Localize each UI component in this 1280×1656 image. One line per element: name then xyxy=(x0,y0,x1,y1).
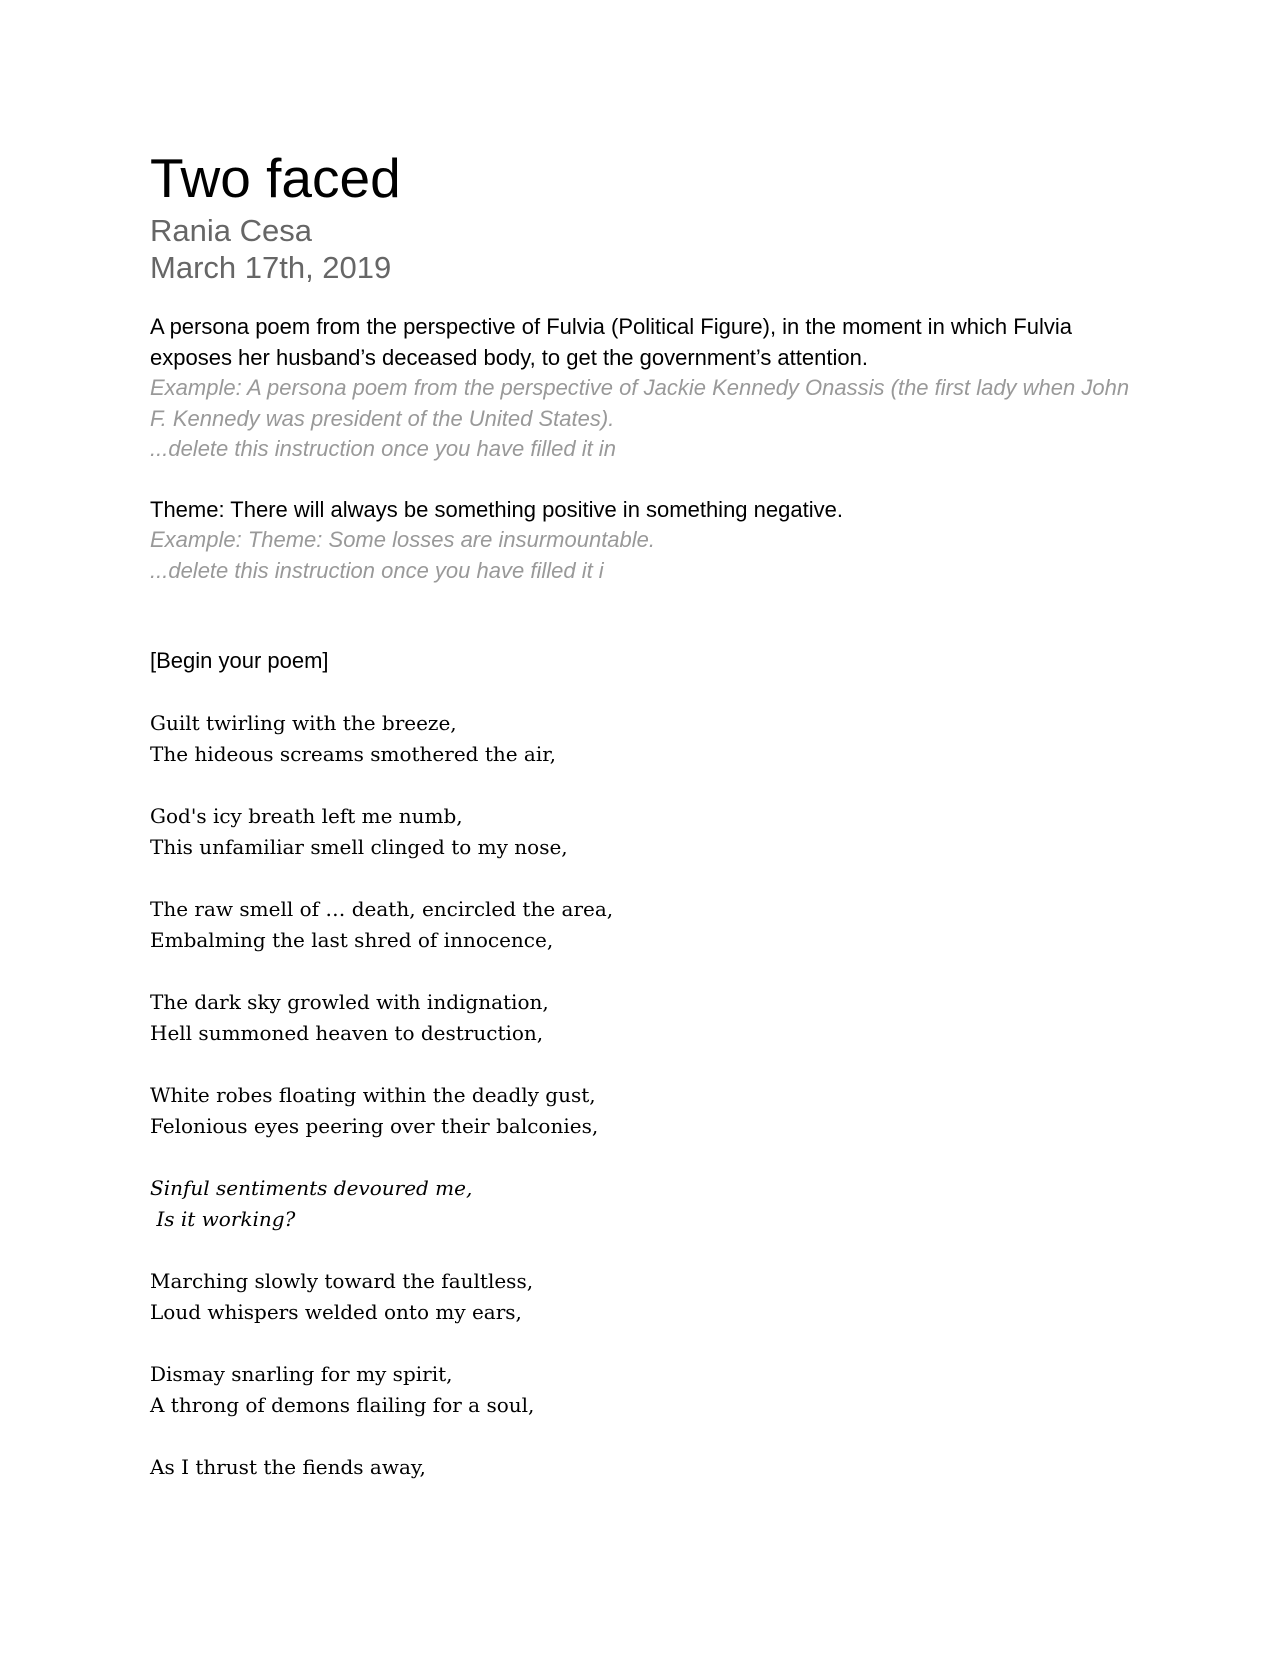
stanza xyxy=(150,1173,1140,1235)
poem-line: The hideous screams smothered the air, xyxy=(150,741,556,766)
poem-line: Embalming the last shred of innocence, xyxy=(150,927,554,952)
poem-line: God's icy breath left me numb, xyxy=(150,803,463,828)
stanza xyxy=(150,1359,1140,1421)
poem-line: The dark sky growled with indignation, xyxy=(150,989,549,1014)
stanza xyxy=(150,1080,1140,1142)
poem-line: This unfamiliar smell clinged to my nose, xyxy=(150,834,568,859)
theme-section xyxy=(150,495,1140,587)
intro-example: Example: A persona poem from the perspective of Jackie Kennedy Onassis (the first lady when John F. Kennedy was president of the United States). xyxy=(150,375,1130,431)
begin-poem-label: [Begin your poem] xyxy=(150,648,329,673)
poem-line: Guilt twirling with the breeze, xyxy=(150,710,457,735)
stanza xyxy=(150,987,1140,1049)
poem-body xyxy=(150,708,1140,1483)
theme-example: Example: Theme: Some losses are insurmountable. xyxy=(150,527,656,552)
poem-line: Loud whispers welded onto my ears, xyxy=(150,1299,522,1324)
intro-text: A persona poem from the perspective of Fulvia (Political Figure), in the moment in which Fulvia exposes her husband’s deceased body, to get the government’s attention. xyxy=(150,314,1072,370)
poem-line: White robes floating within the deadly gust, xyxy=(150,1082,596,1107)
document-title: Two faced xyxy=(150,147,401,209)
stanza xyxy=(150,894,1140,956)
poem-line: Felonious eyes peering over their balconies, xyxy=(150,1113,599,1138)
byline xyxy=(150,212,1140,286)
theme-text: Theme: There will always be something positive in something negative. xyxy=(150,496,843,522)
poem-line: Hell summoned heaven to destruction, xyxy=(150,1020,544,1045)
document-date: March 17th, 2019 xyxy=(150,250,392,285)
stanza xyxy=(150,1266,1140,1328)
intro-delete-note: ...delete this instruction once you have filled it in xyxy=(150,436,616,461)
author-name: Rania Cesa xyxy=(150,213,312,248)
poem-line: The raw smell of … death, encircled the area, xyxy=(150,896,614,921)
poem-line: Dismay snarling for my spirit, xyxy=(150,1361,453,1386)
poem-line: Sinful sentiments devoured me, xyxy=(150,1175,473,1200)
stanza xyxy=(150,1452,1140,1483)
poem-line: Is it working? xyxy=(150,1206,296,1231)
poem-line: A throng of demons flailing for a soul, xyxy=(150,1392,535,1417)
stanza xyxy=(150,801,1140,863)
document-content xyxy=(150,148,1140,1514)
intro-section xyxy=(150,312,1140,465)
theme-delete-note: ...delete this instruction once you have filled it i xyxy=(150,557,604,583)
poem-line: As I thrust the fiends away, xyxy=(150,1454,426,1479)
stanza xyxy=(150,708,1140,770)
poem-line: Marching slowly toward the faultless, xyxy=(150,1268,534,1293)
